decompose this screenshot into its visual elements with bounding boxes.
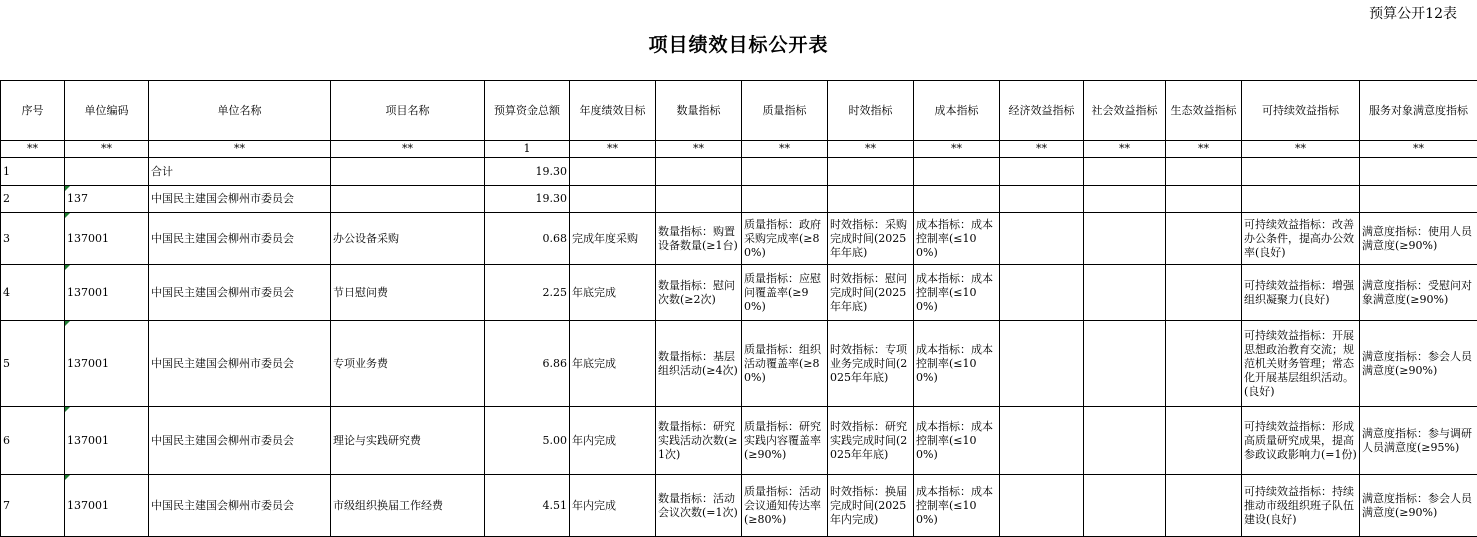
marker-cell: ** — [65, 141, 149, 158]
quantity-indicator-cell: 数量指标：研究实践活动次数(≥1次) — [656, 407, 742, 475]
quantity-indicator-cell: 数量指标：购置设备数量(≥1台) — [656, 213, 742, 265]
timeliness-indicator-cell — [828, 186, 914, 213]
col-header: 可持续效益指标 — [1242, 81, 1360, 141]
marker-cell: ** — [1242, 141, 1360, 158]
quality-indicator-cell: 质量指标：研究实践内容覆盖率(≥90%) — [742, 407, 828, 475]
unit-code-cell: 137001 — [65, 407, 149, 475]
marker-cell: ** — [1, 141, 65, 158]
budget-cell: 0.68 — [485, 213, 570, 265]
unit-name-cell: 中国民主建国会柳州市委员会 — [149, 186, 331, 213]
col-header: 单位名称 — [149, 81, 331, 141]
social-indicator-cell — [1084, 158, 1166, 186]
unit-code-cell: 137001 — [65, 321, 149, 407]
eco-indicator-cell — [1166, 265, 1242, 321]
seq-cell: 1 — [1, 158, 65, 186]
table-number-tag: 预算公开12表 — [1369, 3, 1457, 23]
quality-indicator-cell: 质量指标：政府采购完成率(≥80%) — [742, 213, 828, 265]
col-header: 年度绩效目标 — [570, 81, 656, 141]
quality-indicator-cell: 质量指标：活动会议通知传达率(≥80%) — [742, 475, 828, 537]
project-name-cell — [331, 186, 485, 213]
social-indicator-cell — [1084, 186, 1166, 213]
economic-indicator-cell — [1000, 213, 1084, 265]
marker-cell: ** — [331, 141, 485, 158]
seq-cell: 5 — [1, 321, 65, 407]
table-row — [1, 407, 1477, 475]
cost-indicator-cell: 成本指标：成本控制率(≤100%) — [914, 265, 1000, 321]
marker-cell: 1 — [485, 141, 570, 158]
quality-indicator-cell: 质量指标：应慰问覆盖率(≥90%) — [742, 265, 828, 321]
col-header: 社会效益指标 — [1084, 81, 1166, 141]
budget-cell: 5.00 — [485, 407, 570, 475]
col-header: 序号 — [1, 81, 65, 141]
cost-indicator-cell: 成本指标：成本控制率(≤100%) — [914, 321, 1000, 407]
timeliness-indicator-cell: 时效指标：研究实践完成时间(2025年年底) — [828, 407, 914, 475]
unit-code-cell: 137001 — [65, 265, 149, 321]
col-header: 成本指标 — [914, 81, 1000, 141]
satisfaction-indicator-cell: 满意度指标：使用人员满意度(≥90%) — [1360, 213, 1477, 265]
budget-cell: 6.86 — [485, 321, 570, 407]
unit-code-cell: 137 — [65, 186, 149, 213]
col-header: 时效指标 — [828, 81, 914, 141]
unit-name-cell: 中国民主建国会柳州市委员会 — [149, 475, 331, 537]
budget-cell: 2.25 — [485, 265, 570, 321]
sustainable-indicator-cell — [1242, 158, 1360, 186]
satisfaction-indicator-cell — [1360, 186, 1477, 213]
col-header: 生态效益指标 — [1166, 81, 1242, 141]
sustainable-indicator-cell: 可持续效益指标：持续推动市级组织班子队伍建设(良好) — [1242, 475, 1360, 537]
social-indicator-cell — [1084, 213, 1166, 265]
quality-indicator-cell: 质量指标：组织活动覆盖率(≥80%) — [742, 321, 828, 407]
eco-indicator-cell — [1166, 158, 1242, 186]
unit-name-cell: 合计 — [149, 158, 331, 186]
seq-cell: 3 — [1, 213, 65, 265]
quality-indicator-cell — [742, 158, 828, 186]
table-row — [1, 321, 1477, 407]
satisfaction-indicator-cell — [1360, 158, 1477, 186]
sustainable-indicator-cell: 可持续效益指标：增强组织凝聚力(良好) — [1242, 265, 1360, 321]
satisfaction-indicator-cell: 满意度指标：参与调研人员满意度(≥95%) — [1360, 407, 1477, 475]
project-name-cell — [331, 158, 485, 186]
marker-cell: ** — [1084, 141, 1166, 158]
project-name-cell: 市级组织换届工作经费 — [331, 475, 485, 537]
unit-code-cell: 137001 — [65, 213, 149, 265]
eco-indicator-cell — [1166, 321, 1242, 407]
cost-indicator-cell: 成本指标：成本控制率(≤100%) — [914, 213, 1000, 265]
social-indicator-cell — [1084, 321, 1166, 407]
quantity-indicator-cell — [656, 186, 742, 213]
cost-indicator-cell: 成本指标：成本控制率(≤100%) — [914, 475, 1000, 537]
table-row — [1, 158, 1477, 186]
unit-code-cell — [65, 158, 149, 186]
economic-indicator-cell — [1000, 321, 1084, 407]
project-name-cell: 办公设备采购 — [331, 213, 485, 265]
col-header: 质量指标 — [742, 81, 828, 141]
performance-table — [0, 80, 1477, 537]
col-header: 项目名称 — [331, 81, 485, 141]
col-header: 单位编码 — [65, 81, 149, 141]
col-header: 服务对象满意度指标 — [1360, 81, 1477, 141]
social-indicator-cell — [1084, 475, 1166, 537]
budget-cell: 4.51 — [485, 475, 570, 537]
project-name-cell: 专项业务费 — [331, 321, 485, 407]
seq-cell: 4 — [1, 265, 65, 321]
project-name-cell: 理论与实践研究费 — [331, 407, 485, 475]
budget-cell: 19.30 — [485, 158, 570, 186]
quantity-indicator-cell: 数量指标：慰问次数(≥2次) — [656, 265, 742, 321]
sustainable-indicator-cell: 可持续效益指标：开展思想政治教育交流；规范机关财务管理；常态化开展基层组织活动。(良好) — [1242, 321, 1360, 407]
col-header: 经济效益指标 — [1000, 81, 1084, 141]
table-row — [1, 475, 1477, 537]
timeliness-indicator-cell: 时效指标：采购完成时间(2025年年底) — [828, 213, 914, 265]
satisfaction-indicator-cell: 满意度指标：参会人员满意度(≥90%) — [1360, 321, 1477, 407]
quantity-indicator-cell — [656, 158, 742, 186]
col-header: 数量指标 — [656, 81, 742, 141]
unit-name-cell: 中国民主建国会柳州市委员会 — [149, 321, 331, 407]
cost-indicator-cell: 成本指标：成本控制率(≤100%) — [914, 407, 1000, 475]
timeliness-indicator-cell — [828, 158, 914, 186]
quantity-indicator-cell: 数量指标：活动会议次数(=1次) — [656, 475, 742, 537]
quantity-indicator-cell: 数量指标：基层组织活动(≥4次) — [656, 321, 742, 407]
eco-indicator-cell — [1166, 213, 1242, 265]
annual-goal-cell: 完成年度采购 — [570, 213, 656, 265]
economic-indicator-cell — [1000, 265, 1084, 321]
table-row — [1, 213, 1477, 265]
marker-cell: ** — [828, 141, 914, 158]
timeliness-indicator-cell: 时效指标：专项业务完成时间(2025年年底) — [828, 321, 914, 407]
satisfaction-indicator-cell: 满意度指标：受慰问对象满意度(≥90%) — [1360, 265, 1477, 321]
table-row — [1, 186, 1477, 213]
marker-cell: ** — [656, 141, 742, 158]
annual-goal-cell — [570, 158, 656, 186]
seq-cell: 2 — [1, 186, 65, 213]
marker-cell: ** — [1166, 141, 1242, 158]
economic-indicator-cell — [1000, 475, 1084, 537]
marker-cell: ** — [570, 141, 656, 158]
unit-code-cell: 137001 — [65, 475, 149, 537]
marker-cell: ** — [742, 141, 828, 158]
seq-cell: 6 — [1, 407, 65, 475]
sustainable-indicator-cell — [1242, 186, 1360, 213]
sustainable-indicator-cell: 可持续效益指标：改善办公条件，提高办公效率(良好) — [1242, 213, 1360, 265]
social-indicator-cell — [1084, 407, 1166, 475]
annual-goal-cell: 年内完成 — [570, 475, 656, 537]
marker-cell: ** — [149, 141, 331, 158]
project-name-cell: 节日慰问费 — [331, 265, 485, 321]
cost-indicator-cell — [914, 186, 1000, 213]
sustainable-indicator-cell: 可持续效益指标：形成高质量研究成果，提高参政议政影响力(=1份) — [1242, 407, 1360, 475]
annual-goal-cell: 年底完成 — [570, 321, 656, 407]
header-row — [1, 81, 1477, 141]
social-indicator-cell — [1084, 265, 1166, 321]
marker-row — [1, 141, 1477, 158]
eco-indicator-cell — [1166, 475, 1242, 537]
quality-indicator-cell — [742, 186, 828, 213]
unit-name-cell: 中国民主建国会柳州市委员会 — [149, 213, 331, 265]
marker-cell: ** — [914, 141, 1000, 158]
table-row — [1, 265, 1477, 321]
annual-goal-cell: 年底完成 — [570, 265, 656, 321]
economic-indicator-cell — [1000, 407, 1084, 475]
timeliness-indicator-cell: 时效指标：慰问完成时间(2025年年底) — [828, 265, 914, 321]
satisfaction-indicator-cell: 满意度指标：参会人员满意度(≥90%) — [1360, 475, 1477, 537]
budget-cell: 19.30 — [485, 186, 570, 213]
unit-name-cell: 中国民主建国会柳州市委员会 — [149, 265, 331, 321]
page-title: 项目绩效目标公开表 — [0, 30, 1477, 57]
eco-indicator-cell — [1166, 407, 1242, 475]
economic-indicator-cell — [1000, 186, 1084, 213]
economic-indicator-cell — [1000, 158, 1084, 186]
cost-indicator-cell — [914, 158, 1000, 186]
annual-goal-cell — [570, 186, 656, 213]
eco-indicator-cell — [1166, 186, 1242, 213]
marker-cell: ** — [1000, 141, 1084, 158]
annual-goal-cell: 年内完成 — [570, 407, 656, 475]
marker-cell: ** — [1360, 141, 1477, 158]
seq-cell: 7 — [1, 475, 65, 537]
unit-name-cell: 中国民主建国会柳州市委员会 — [149, 407, 331, 475]
col-header: 预算资金总额 — [485, 81, 570, 141]
timeliness-indicator-cell: 时效指标：换届完成时间(2025年内完成) — [828, 475, 914, 537]
